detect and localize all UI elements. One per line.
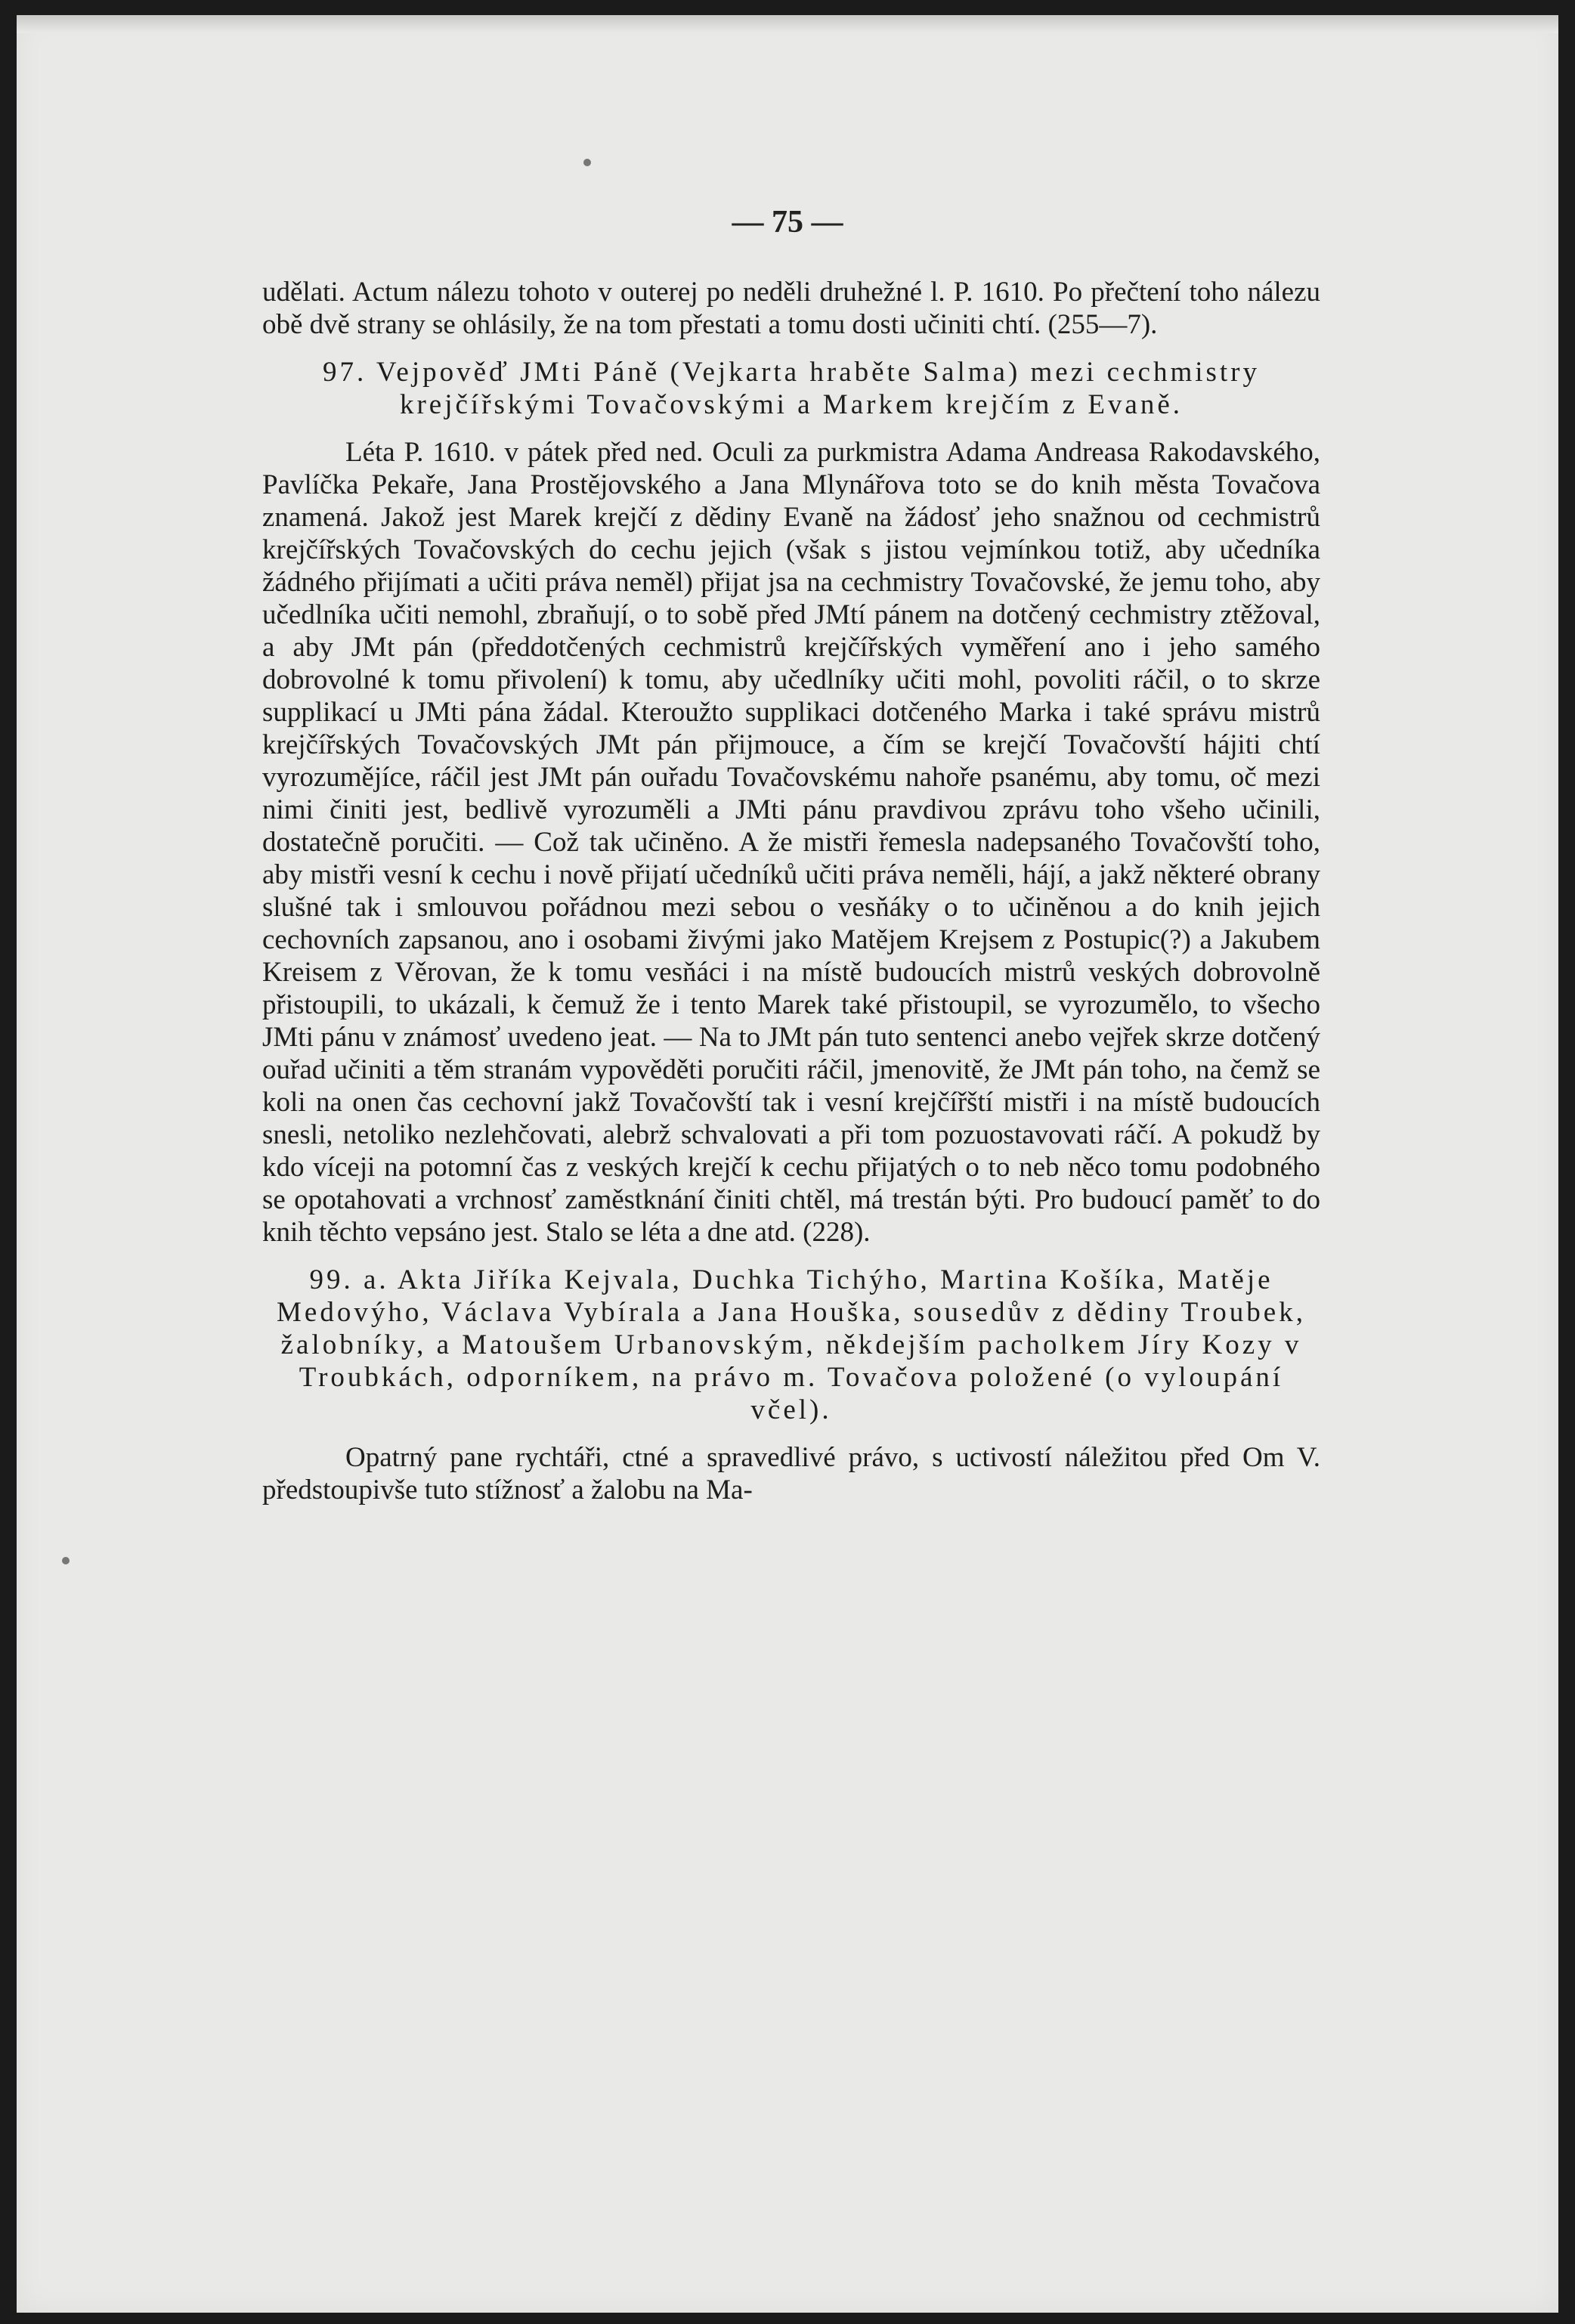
scan-speck <box>62 1557 70 1564</box>
paragraph-97: Léta P. 1610. v pátek před ned. Oculi za purkmistra Adama Andreasa Rakodavského, Pavlíčka Pekaře, Jana Prostějovského a Jana Mlynářova toto se do knih města Tovačova znamená. Jakož jest Marek krejčí z dědiny Evaně na žádosť jeho snažnou od cechmistrů krejčířských Tovačovských do cechu jejich (však s jistou vejmínkou totiž, aby učedníka žádného přijímati a učiti práva neměl) přijat jsa na cechmistry Tovačovské, že jemu toho, aby učedlníka učiti nemohl, zbraňují, o to sobě před JMtí pánem na dotčený cechmistry ztěžoval, a aby JMt pán (předdotčených cechmistrů krejčířských vyměření ano i jeho samého dobrovolné k tomu přivolení) k tomu, aby učedlníky učiti mohl, povoliti ráčil, o to skrze supplikací u JMti pána žádal. Kteroužto supplikaci dotčeného Marka i také správu mistrů krejčířských Tovačovských JMt pán přijmouce, a čím se krejčí Tovačovští hájiti chtí vyrozumějíce, ráčil jest JMt pán ouřadu Tovačovskému nahoře psanému, aby tomu, oč mezi nimi činiti jest, bedlivě vyrozuměli a JMti pánu pravdivou zprávu toho všeho učinili, dostatečně poručiti. — Což tak učiněno. A že mistři řemesla nadepsaného Tovačovští toho, aby mistři vesní k cechu i nově přijatí učedníků učiti práva neměli, hájí, a jakž některé obrany slušné tak i smlouvou pořádnou mezi sebou o vesňáky o to učiněnou a do knih jejich cechovních zapsanou, ano i osobami živými jako Matějem Krejsem z Postupic(?) a Jakubem Kreisem z Věrovan, že k tomu vesňáci i na místě budoucích mistrů veských dobrovolně přistoupili, to ukázali, k čemuž že i tento Marek také přistoupil, se vyrozumělo, to všecho JMti pánu v známosť uvedeno jeat. — Na to JMt pán tuto sentenci anebo vejřek skrze dotčený ouřad učiniti a těm stranám vypověděti poručiti ráčil, jmenovitě, že JMt pán toho, na čemž se koli na onen čas cechovní jakž Tovačovští tak i vesní krejčířští mistři i na místě budoucích snesli, netoliko nezlehčovati, alebrž schvalovati a při tom pozuostavovati ráčí. A pokudž by kdo víceji na potomní čas z veských krejčí k cechu přijatých o to neb něco tomu podobného se opotahovati a vrchnosť zaměstknání činiti chtěl, má trestán býti. Pro budoucí paměť to do knih těchto vepsáno jest. Stalo se léta a dne atd. (228). <box>262 437 1320 1248</box>
body-text <box>262 276 1320 1506</box>
scan-speck <box>583 159 591 166</box>
paragraph-intro: udělati. Actum nálezu tohoto v outerej po neděli druhežné l. P. 1610. Po přečtení toho nálezu obě dvě strany se ohlásily, že na tom přestati a tomu dosti učiniti chtí. (255—7). <box>262 277 1320 340</box>
section-heading-99: 99. a. Akta Jiříka Kejvala, Duchka Tichýho, Martina Košíka, Matěje Medovýho, Václava Vybírala a Jana Houška, sousedův z dědiny Troubek, žalobníky, a Matoušem Urbanovským, někdejším pacholkem Jíry Kozy v Troubkách, odporníkem, na právo m. Tovačova položené (o vyloupání včel). <box>277 1264 1306 1425</box>
section-heading-97: 97. Vejpověď JMti Páně (Vejkarta hraběte Salma) mezi cechmistry krejčířskými Tovačovskými a Markem krejčím z Evaně. <box>322 357 1260 420</box>
scan-edge-noise <box>17 15 1558 33</box>
scanned-page <box>17 15 1558 2313</box>
paragraph-99: Opatrný pane rychtáři, ctné a spravedlivé právo, s uctivostí náležitou před Om V. předstoupivše tuto stížnosť a žalobu na Ma- <box>262 1442 1320 1505</box>
page-number: — 75 — <box>732 205 843 240</box>
